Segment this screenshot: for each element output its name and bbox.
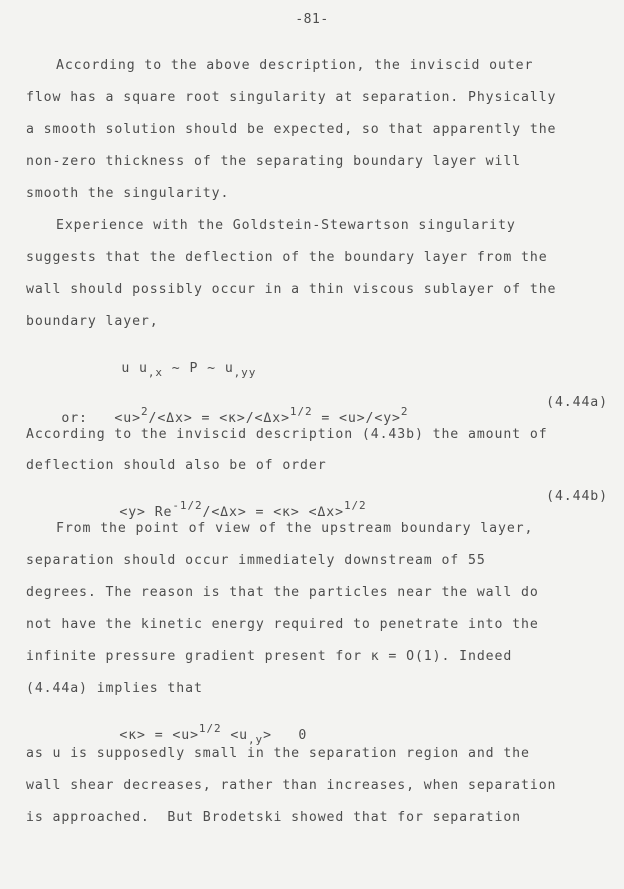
eq-subscript: ,y	[248, 732, 264, 746]
eq-term: > 0	[263, 728, 308, 743]
eq-term: /<Δx> = <κ> <Δx>	[202, 505, 344, 520]
eq-term: <u	[221, 728, 249, 743]
text-line: wall should possibly occur in a thin viscous sublayer of the	[26, 282, 557, 297]
equation-number: (4.44a)	[546, 395, 608, 410]
eq-term: ~ P ~ u	[162, 361, 234, 376]
eq-subscript: ,x	[147, 365, 163, 379]
eq-superscript: 1/2	[289, 404, 313, 418]
eq-superscript: -1/2	[172, 498, 203, 512]
eq-term: u u	[121, 361, 148, 376]
eq-superscript: 1/2	[343, 498, 367, 512]
text-line: smooth the singularity.	[26, 186, 230, 201]
text-line: flow has a square root singularity at separation. Physically	[26, 90, 557, 105]
text-line: is approached. But Brodetski showed that for separation	[26, 810, 522, 825]
eq-term: <κ> = <u>	[119, 728, 199, 743]
page-number: -81-	[295, 12, 329, 27]
eq-term: <y> Re	[119, 505, 173, 520]
text-line: From the point of view of the upstream boundary layer,	[56, 521, 534, 536]
text-line: a smooth solution should be expected, so that apparently the	[26, 122, 557, 137]
eq-term: = <u>/<y>	[312, 411, 401, 426]
text-line: not have the kinetic energy required to penetrate into the	[26, 617, 539, 632]
eq-subscript: ,yy	[233, 365, 257, 379]
eq-superscript: 2	[400, 404, 409, 418]
text-line: as u is supposedly small in the separation region and the	[26, 746, 530, 761]
equation-number: (4.44b)	[546, 489, 608, 504]
text-line: infinite pressure gradient present for κ = O(1). Indeed	[26, 649, 513, 664]
text-line: deflection should also be of order	[26, 458, 327, 473]
eq-term: /<Δx> = <κ>/<Δx>	[148, 411, 290, 426]
text-line: suggests that the deflection of the boundary layer from the	[26, 250, 548, 265]
text-line: Experience with the Goldstein-Stewartson singularity	[56, 218, 516, 233]
eq-prefix: or:	[61, 411, 88, 426]
text-line: non-zero thickness of the separating boundary layer will	[26, 154, 522, 169]
eq-superscript: 2	[140, 404, 149, 418]
text-line: boundary layer,	[26, 314, 159, 329]
text-line: separation should occur immediately downstream of 55	[26, 553, 486, 568]
text-line: According to the inviscid description (4.43b) the amount of	[26, 427, 548, 442]
text-line: According to the above description, the inviscid outer	[56, 58, 534, 73]
eq-term: <u>	[114, 411, 141, 426]
text-line: (4.44a) implies that	[26, 681, 203, 696]
text-line: degrees. The reason is that the particles near the wall do	[26, 585, 539, 600]
equation-momentum	[86, 345, 256, 393]
eq-superscript: 1/2	[198, 721, 222, 735]
text-line: wall shear decreases, rather than increases, when separation	[26, 778, 557, 793]
